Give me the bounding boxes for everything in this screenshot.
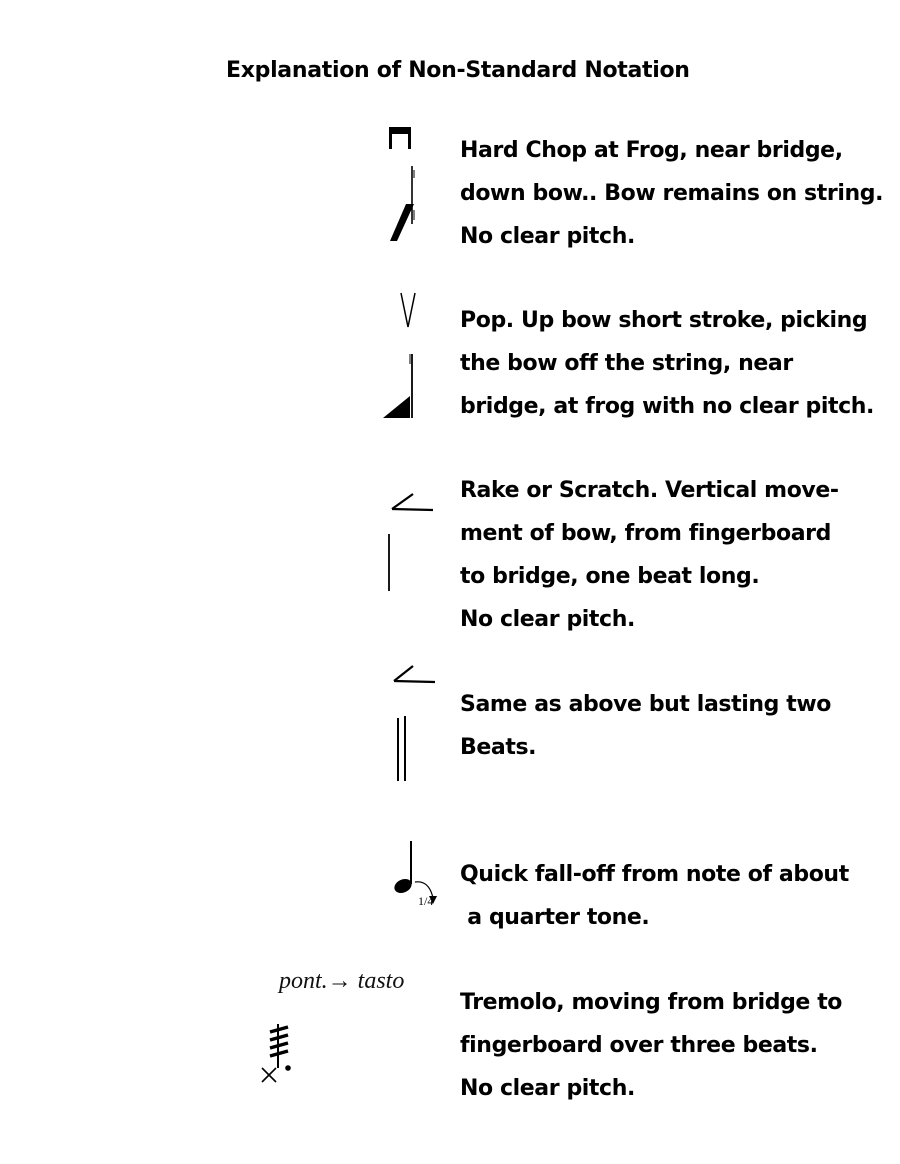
description-line: No clear pitch. bbox=[460, 1076, 635, 1101]
description-line: No clear pitch. bbox=[460, 224, 635, 249]
rake-two-beat-notation-icon bbox=[380, 662, 440, 784]
description-line: ment of bow, from fingerboard bbox=[460, 521, 831, 546]
description-line: fingerboard over three beats. bbox=[460, 1033, 818, 1058]
page-title: Explanation of Non-Standard Notation bbox=[226, 58, 690, 83]
rake-one-beat-notation-icon bbox=[380, 490, 440, 594]
pop-description bbox=[460, 299, 874, 428]
rake-one-beat-description bbox=[460, 469, 839, 641]
pont-tasto-direction: pont.→ tasto bbox=[279, 968, 405, 994]
description-line: to bridge, one beat long. bbox=[460, 564, 760, 589]
hard-chop-description bbox=[460, 129, 883, 258]
description-line: Beats. bbox=[460, 735, 537, 760]
fall-off-description bbox=[460, 853, 849, 939]
rake-two-beat-description bbox=[460, 683, 831, 769]
hard-chop-notation-icon bbox=[380, 120, 430, 246]
description-line: No clear pitch. bbox=[460, 607, 635, 632]
pop-notation-icon bbox=[380, 290, 430, 424]
description-line: the bow off the string, near bbox=[460, 351, 793, 376]
tremolo-description bbox=[460, 981, 842, 1110]
description-line: Tremolo, moving from bridge to bbox=[460, 990, 843, 1015]
fall-off-notation-icon bbox=[385, 838, 445, 914]
description-line: Hard Chop at Frog, near bridge, bbox=[460, 138, 843, 163]
tremolo-notation-icon bbox=[256, 1020, 300, 1086]
description-line: bridge, at frog with no clear pitch. bbox=[460, 394, 874, 419]
description-line: Pop. Up bow short stroke, picking bbox=[460, 308, 868, 333]
description-line: Same as above but lasting two bbox=[460, 692, 831, 717]
description-line: Rake or Scratch. Vertical move- bbox=[460, 478, 839, 503]
description-line: a quarter tone. bbox=[460, 905, 650, 930]
description-line: Quick fall-off from note of about bbox=[460, 862, 849, 887]
description-line: down bow.. Bow remains on string. bbox=[460, 181, 884, 206]
quarter-tone-label: 1/4 bbox=[418, 894, 434, 908]
